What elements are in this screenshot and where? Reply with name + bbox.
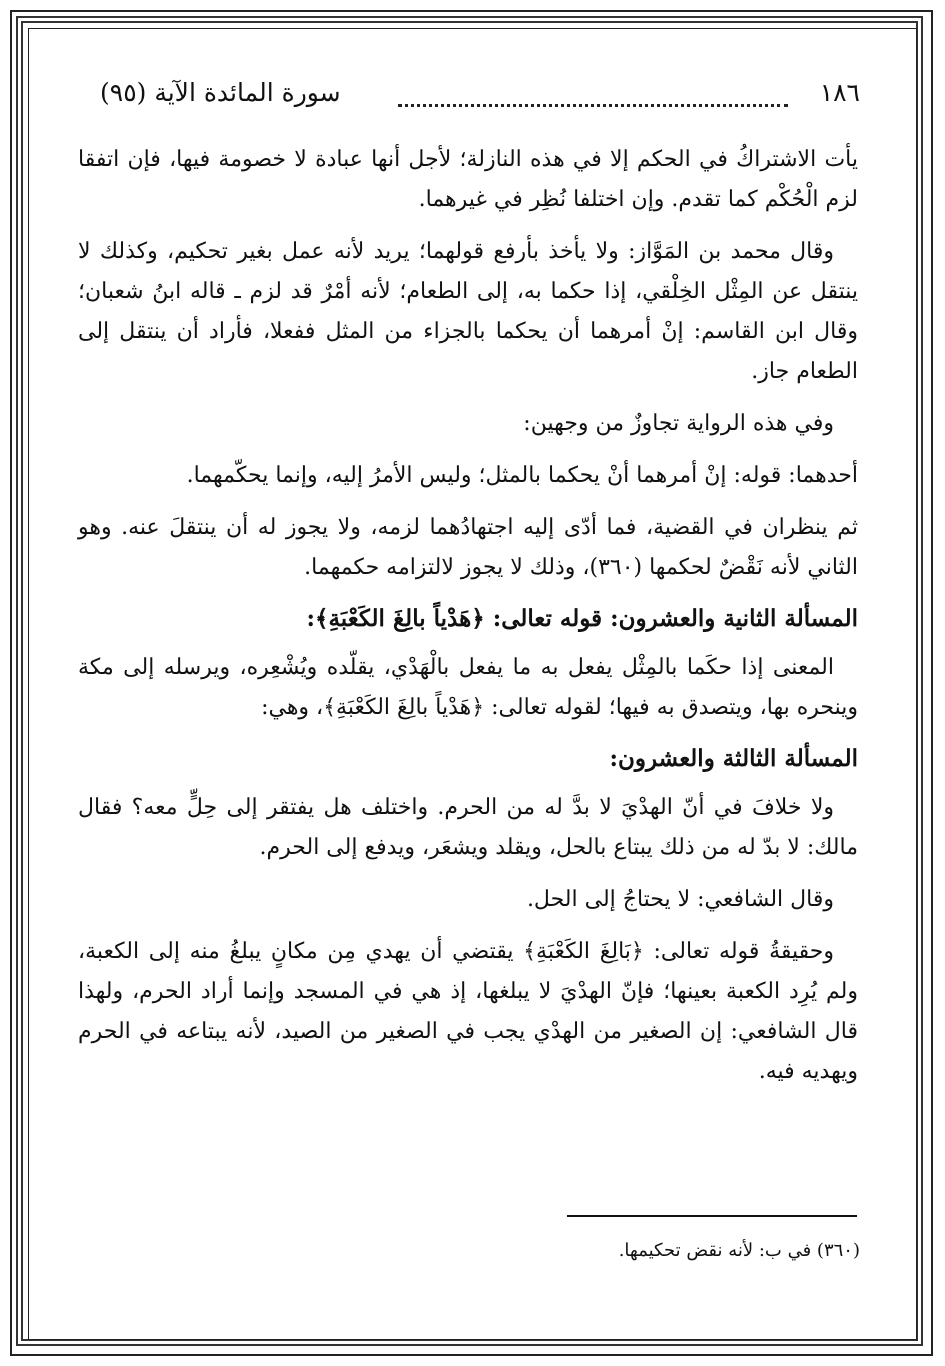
section-heading: المسألة الثالثة والعشرون: bbox=[609, 745, 858, 772]
footnote: (٣٦٠) في ب: لأنه نقض تحكيمها. bbox=[618, 1240, 860, 1261]
paragraph: وحقيقةُ قوله تعالى: ﴿بَالِغَ الكَعْبَةِ﴾ يقتضي أن يهدي مِن مكانٍ يبلغُ منه إلى الكعبة، ولم يُرِد الكعبة بعينها؛ فإنّ الهدْيَ لا يبلغها، إذ هي في المسجد وإنما أراد الحرم، ولهذا قال الشافعي: إن الصغير من الهدْي يجب في الصغير من الصيد، لأنه يبتاعه في الحرم ويهديه فيه. bbox=[78, 939, 858, 1084]
section-heading: المسألة الثانية والعشرون: قوله تعالى: ﴿هَدْياً بالِغَ الكَعْبَةِ﴾: bbox=[306, 605, 858, 632]
page-body bbox=[78, 140, 858, 1104]
paragraph: وقال الشافعي: لا يحتاجُ إلى الحل. bbox=[526, 887, 834, 912]
paragraph: المعنى إذا حكَما بالمِثْل يفعل به ما يفعل بالْهَدْي، يقلّده ويُشْعِره، ويرسله إلى مكة وينحره بها، ويتصدق به فيها؛ لقوله تعالى: ﴿هَدْياً بالِغَ الكَعْبَةِ﴾، وهي: bbox=[78, 655, 858, 720]
page-header bbox=[100, 78, 860, 112]
footnote-separator bbox=[567, 1215, 857, 1217]
header-dotted-leader bbox=[398, 78, 788, 107]
running-title: سورة المائدة الآية (٩٥) bbox=[100, 78, 341, 107]
paragraph: ولا خلافَ في أنّ الهدْيَ لا بدَّ له من الحرم. واختلف هل يفتقر إلى حِلٍّ معه؟ فقال مالك: لا بدّ له من ذلك يبتاع بالحل، ويقلد ويشعَر، ويدفع إلى الحرم. bbox=[78, 795, 858, 860]
page-number: ١٨٦ bbox=[819, 78, 860, 107]
paragraph: أحدهما: قوله: إنْ أمرهما أنْ يحكما بالمثل؛ وليس الأمرُ إليه، وإنما يحكّمهما. bbox=[186, 463, 858, 488]
paragraph: وفي هذه الرواية تجاوزٌ من وجهين: bbox=[523, 411, 834, 436]
paragraph: يأت الاشتراكُ في الحكم إلا في هذه النازلة؛ لأجل أنها عبادة لا خصومة فيها، فإن اتفقا لزم الْحُكْم كما تقدم. وإن اختلفا نُظِر في غيرهما. bbox=[78, 147, 858, 212]
paragraph: ثم ينظران في القضية، فما أدّى إليه اجتهادُهما لزمه، ولا يجوز له أن ينتقلَ عنه. وهو الثاني لأنه نَقْضٌ لحكمها (٣٦٠)، وذلك لا يجوز لالتزامه حكمهما. bbox=[78, 515, 858, 580]
paragraph: وقال محمد بن المَوَّاز: ولا يأخذ بأرفع قولهما؛ يريد لأنه عمل بغير تحكيم، وكذلك لا ينتقل عن المِثْل الخِلْقي، إذا حكما به، إلى الطعام؛ لأنه أمْرٌ قد لزم ـ قاله ابنُ شعبان؛ وقال ابن القاسم: إنْ أمرهما أن يحكما بالجزاء من المثل ففعلا، فأراد أن ينتقل إلى الطعام جاز. bbox=[78, 239, 858, 384]
